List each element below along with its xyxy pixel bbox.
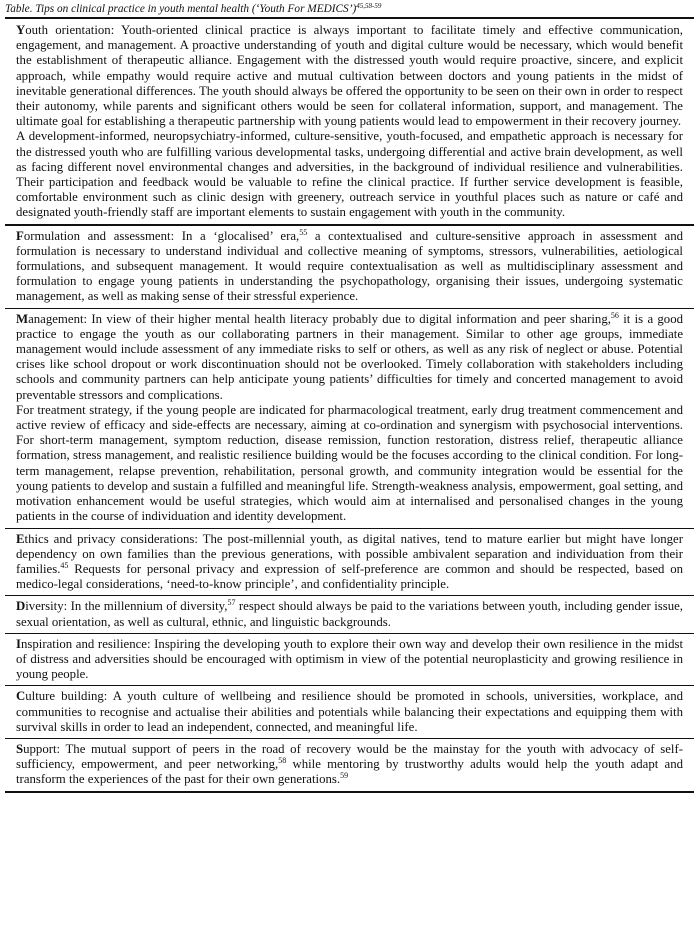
tip-heading: anagement: [28, 311, 88, 326]
tip-paragraph [16, 403, 683, 525]
tip-initial-letter: D [16, 599, 26, 614]
citation-ref: 56 [610, 310, 619, 320]
tip-text: Inspiring the developing youth to explore their own way and develop their own resilience in the midst of distress and adversities should be encouraged with optimism in view of the potential neuroplasticity and growing resilience in young people. [16, 636, 683, 682]
tip-row-management [5, 308, 694, 528]
tip-initial-letter: M [16, 311, 29, 326]
tip-text: Youth-oriented clinical practice is always important to facilitate timely and effective communication, engagement, and management. A proactive understanding of youth and digital culture would be necessary, which would benefit the establishment of therapeutic alliance. Engagement with the distressed youth would require proactive, sincere, and explicit approach, while empathy would require active and mutual cultivation between doctors and young patients in the midst of inevitable generational differences. The youth should always be offered the opportunity to be seen on their own in order to respect their autonomy, while parents and significant others would be seen for collateral information, support, and management. The ultimate goal for establishing a therapeutic partnership with young patients would lead to empowerment in their recovery journey. [16, 23, 683, 129]
tip-text: it is a good practice to engage the youth as our collaborating partners in their management. Similar to other age groups, immediate management would include assessment of any immediate risks to self or others, as well as any risk of neglect or abuse. Potential crises like school dropout or work discontinuation should not be overlooked. Timely collaboration with stakeholders including schools and community partners can help anticipate young patients’ difficulties for timely and concerted management to avoid preventable stressors and complications. [16, 311, 684, 402]
tip-text: A youth culture of wellbeing and resilience should be promoted in schools, universities, workplace, and communities to recognise and actualise their abilities and potentials while balancing their expectations and equipping them with survival skills in order to lead an independent, connected, and meaningful life. [16, 689, 683, 734]
citation-ref: 57 [227, 598, 236, 608]
tip-initial-letter: S [16, 741, 24, 756]
tip-text: A development-informed, neuropsychiatry-informed, culture-sensitive, youth-focused, and empathetic approach is necessary for the distressed youth who are fulfilling various developmental tasks, undergoing differential and active brain development, as well as facing different novel environmental changes and adversities, in the background of individual resilience and vulnerabilities. Their participation and feedback would be valuable to refine the clinical practice. If further service development is feasible, comfortable environment such as clinic design with greenery, outreach service in youthful places such as nature or café and designated youth-friendly staff are important elements to sustain engagement with youth in the community. [16, 129, 683, 220]
tip-row-inspiration [5, 633, 694, 686]
tip-text: In view of their higher mental health literacy probably due to digital information and peer sharing, [87, 311, 611, 326]
tip-heading: ulture building: [25, 689, 108, 704]
caption-refs: 45,58-59 [356, 2, 382, 10]
tip-row-youth [5, 19, 694, 224]
tip-heading: outh orientation: [25, 23, 115, 37]
table-caption [5, 2, 694, 17]
tip-paragraph [16, 23, 683, 129]
caption-text: Table. Tips on clinical practice in youth mental health (‘Youth For MEDICS’) [5, 3, 357, 15]
tip-row-culture [5, 685, 694, 738]
tip-text: In a ‘glocalised’ era, [174, 228, 300, 243]
tip-heading: upport: [23, 741, 61, 756]
tip-initial-letter: I [16, 636, 21, 651]
tip-text: The post-millennial youth, as digital natives, tend to mature earlier but might have longer dependency on own families than the previous generations, with possible ambivalent separation and individuation from their families. [16, 531, 683, 576]
tip-heading: ormulation and assessment: [23, 228, 175, 243]
tip-text: Requests for personal privacy and expression of self-preference are common and should be respected, based on medico-legal considerations, ‘need-to-know principle’, and confidentiality principle. [16, 561, 683, 592]
citation-ref: 59 [340, 771, 349, 781]
tip-heading: nspiration and resilience: [20, 636, 151, 651]
tip-heading: thics and privacy considerations: [24, 531, 198, 546]
tip-paragraph [16, 689, 683, 735]
tip-row-formulation [5, 224, 694, 308]
tip-paragraph [16, 637, 683, 683]
citation-ref: 58 [278, 756, 287, 766]
tip-paragraph [16, 312, 683, 403]
citation-ref: 55 [299, 227, 308, 237]
tips-table [5, 17, 694, 793]
citation-ref: 45 [60, 560, 69, 570]
tip-text: The mutual support of peers in the road of recovery would be the mainstay for the youth with advocacy of self-sufficiency, empowerment, and peer networking, [16, 741, 683, 772]
tip-paragraph [16, 229, 683, 305]
tip-text: respect should always be paid to the variations between youth, including gender issue, sexual orientation, as well as cultural, ethnic, and linguistic backgrounds. [16, 599, 683, 629]
tip-heading: iversity: [25, 599, 68, 614]
tip-text: For treatment strategy, if the young people are indicated for pharmacological treatment, early drug treatment commencement and active review of efficacy and side-effects are necessary, aiming at co-ordination and synergism with psychosocial interventions. For short-term management, symptom reduction, disease remission, function restoration, distress relief, therapeutic alliance formation, stress management, and realistic resilience building would be the focuses according to the clinical condition. For long-term management, relapse prevention, rehabilitation, personal growth, and community integration would be essential for the young patients to develop and sustain a fulfilled and meaningful life. Strength-weakness analysis, empowerment, goal setting, and motivation enhancement would be useful strategies, which would aim at internalised and personalised changes in the young patients in the course of individuation and identity development. [16, 402, 683, 524]
tip-initial-letter: F [16, 228, 24, 243]
tip-paragraph [16, 532, 683, 593]
tip-paragraph [16, 599, 683, 629]
tip-paragraph [16, 129, 683, 220]
tip-initial-letter: C [16, 689, 26, 704]
tip-paragraph [16, 742, 683, 788]
tip-row-ethics [5, 528, 694, 596]
tip-initial-letter: E [16, 531, 25, 546]
tip-initial-letter: Y [16, 23, 26, 37]
tip-text: In the millennium of diversity, [67, 599, 228, 614]
tip-text: a contextualised and culture-sensitive approach in assessment and formulation is necessary to understand individual and collective meaning of symptoms, stressors, vulnerabilities, aetiological formulations, and subsequent management. It would require contextualisation as well as multidisciplinary assessment and formulation to engage young patients in understanding the psychopathology, organising their issues, undergoing systematic management, as well as making sense of their stressful experience. [16, 228, 683, 304]
tip-row-diversity [5, 595, 694, 632]
tip-text: while mentoring by trustworthy adults would help the youth adapt and transform the experiences of the past for their own generations. [16, 757, 683, 787]
tip-row-support [5, 738, 694, 791]
